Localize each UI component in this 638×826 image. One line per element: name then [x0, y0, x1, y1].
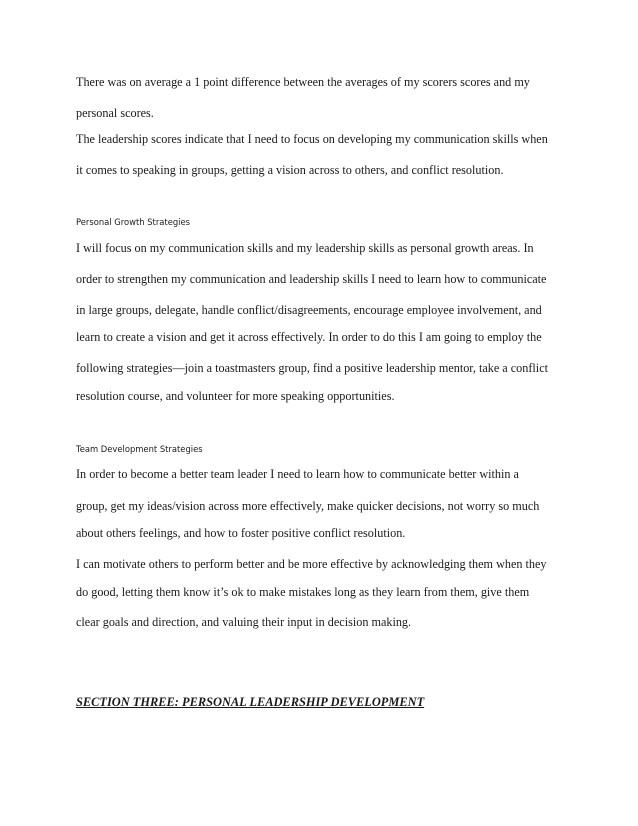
- intro-line: There was on average a 1 point difference between the averages of my scorers scores and my: [76, 75, 530, 89]
- personal-growth-heading: Personal Growth Strategies: [76, 217, 191, 227]
- section-three-heading: SECTION THREE: PERSONAL LEADERSHIP DEVELOPMENT: [76, 695, 425, 709]
- personal-growth-line: following strategies—join a toastmasters group, find a positive leadership mentor, take a conflict: [76, 361, 548, 375]
- intro-line: it comes to speaking in groups, getting a vision across to others, and conflict resolution.: [76, 163, 504, 177]
- intro-line: personal scores.: [76, 106, 154, 120]
- personal-growth-line: I will focus on my communication skills and my leadership skills as personal growth areas. In: [76, 241, 534, 255]
- personal-growth-line: in large groups, delegate, handle conflict/disagreements, encourage employee involvement, and: [76, 303, 542, 317]
- team-development-line: group, get my ideas/vision across more effectively, make quicker decisions, not worry so much: [76, 499, 540, 513]
- team-development-heading: Team Development Strategies: [76, 444, 203, 454]
- team-development-line: I can motivate others to perform better and be more effective by acknowledging them when they: [76, 557, 547, 571]
- intro-line: The leadership scores indicate that I need to focus on developing my communication skills when: [76, 132, 548, 146]
- personal-growth-line: learn to create a vision and get it across effectively. In order to do this I am going to employ the: [76, 330, 542, 344]
- team-development-line: clear goals and direction, and valuing their input in decision making.: [76, 615, 412, 629]
- team-development-line: do good, letting them know it’s ok to make mistakes long as they learn from them, give them: [76, 585, 530, 599]
- personal-growth-line: order to strengthen my communication and leadership skills I need to learn how to communicate: [76, 272, 547, 286]
- team-development-line: In order to become a better team leader I need to learn how to communicate better within a: [76, 467, 519, 481]
- personal-growth-line: resolution course, and volunteer for more speaking opportunities.: [76, 389, 395, 403]
- team-development-line: about others feelings, and how to foster positive conflict resolution.: [76, 526, 406, 540]
